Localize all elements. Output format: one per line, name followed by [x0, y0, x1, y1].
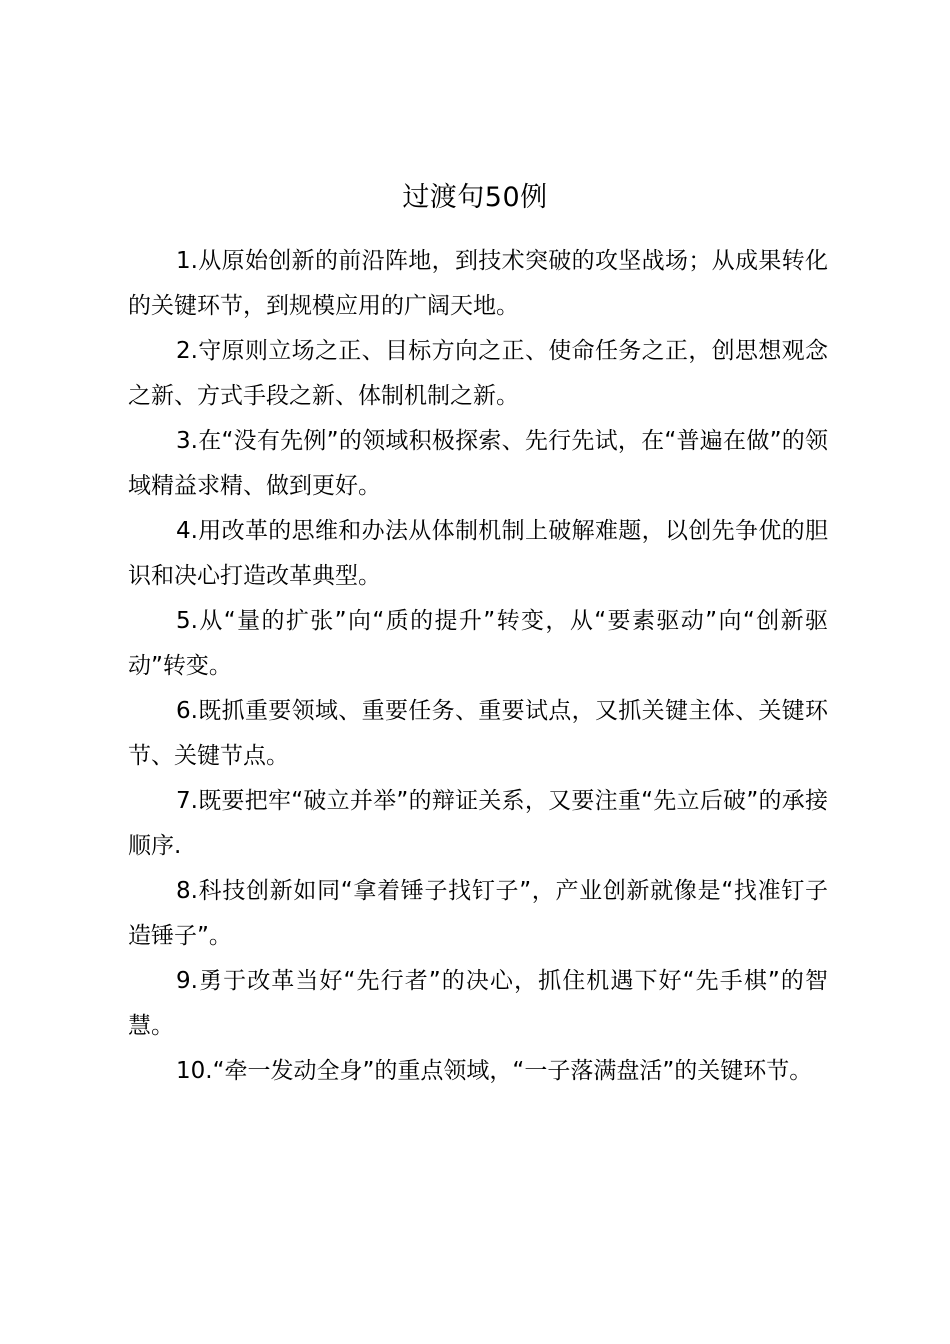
- paragraph-8: 8.科技创新如同“拿着锤子找钉子”，产业创新就像是“找准钉子造锤子”。: [128, 878, 828, 949]
- paragraph-9: 9.勇于改革当好“先行者”的决心，抓住机遇下好“先手棋”的智慧。: [128, 968, 828, 1039]
- paragraph-10: 10.“牵一发动全身”的重点领域，“一子落满盘活”的关键环节。: [176, 1058, 813, 1084]
- paragraph-1: 1.从原始创新的前沿阵地，到技术突破的攻坚战场；从成果转化的关键环节，到规模应用的广阔天地。: [128, 248, 828, 319]
- document-body: [128, 239, 828, 1094]
- paragraph-5: 5.从“量的扩张”向“质的提升”转变，从“要素驱动”向“创新驱动”转变。: [128, 608, 828, 679]
- document-title: 过渡句50例: [402, 182, 548, 213]
- paragraph-2: 2.守原则立场之正、目标方向之正、使命任务之正，创思想观念之新、方式手段之新、体制机制之新。: [128, 338, 828, 409]
- paragraph-7: 7.既要把牢“破立并举”的辩证关系，又要注重“先立后破”的承接顺序.: [128, 788, 828, 859]
- paragraph-6: 6.既抓重要领域、重要任务、重要试点，又抓关键主体、关键环节、关键节点。: [128, 698, 828, 769]
- paragraph-3: 3.在“没有先例”的领域积极探索、先行先试，在“普遍在做”的领域精益求精、做到更好。: [128, 428, 828, 499]
- paragraph-4: 4.用改革的思维和办法从体制机制上破解难题，以创先争优的胆识和决心打造改革典型。: [128, 518, 828, 589]
